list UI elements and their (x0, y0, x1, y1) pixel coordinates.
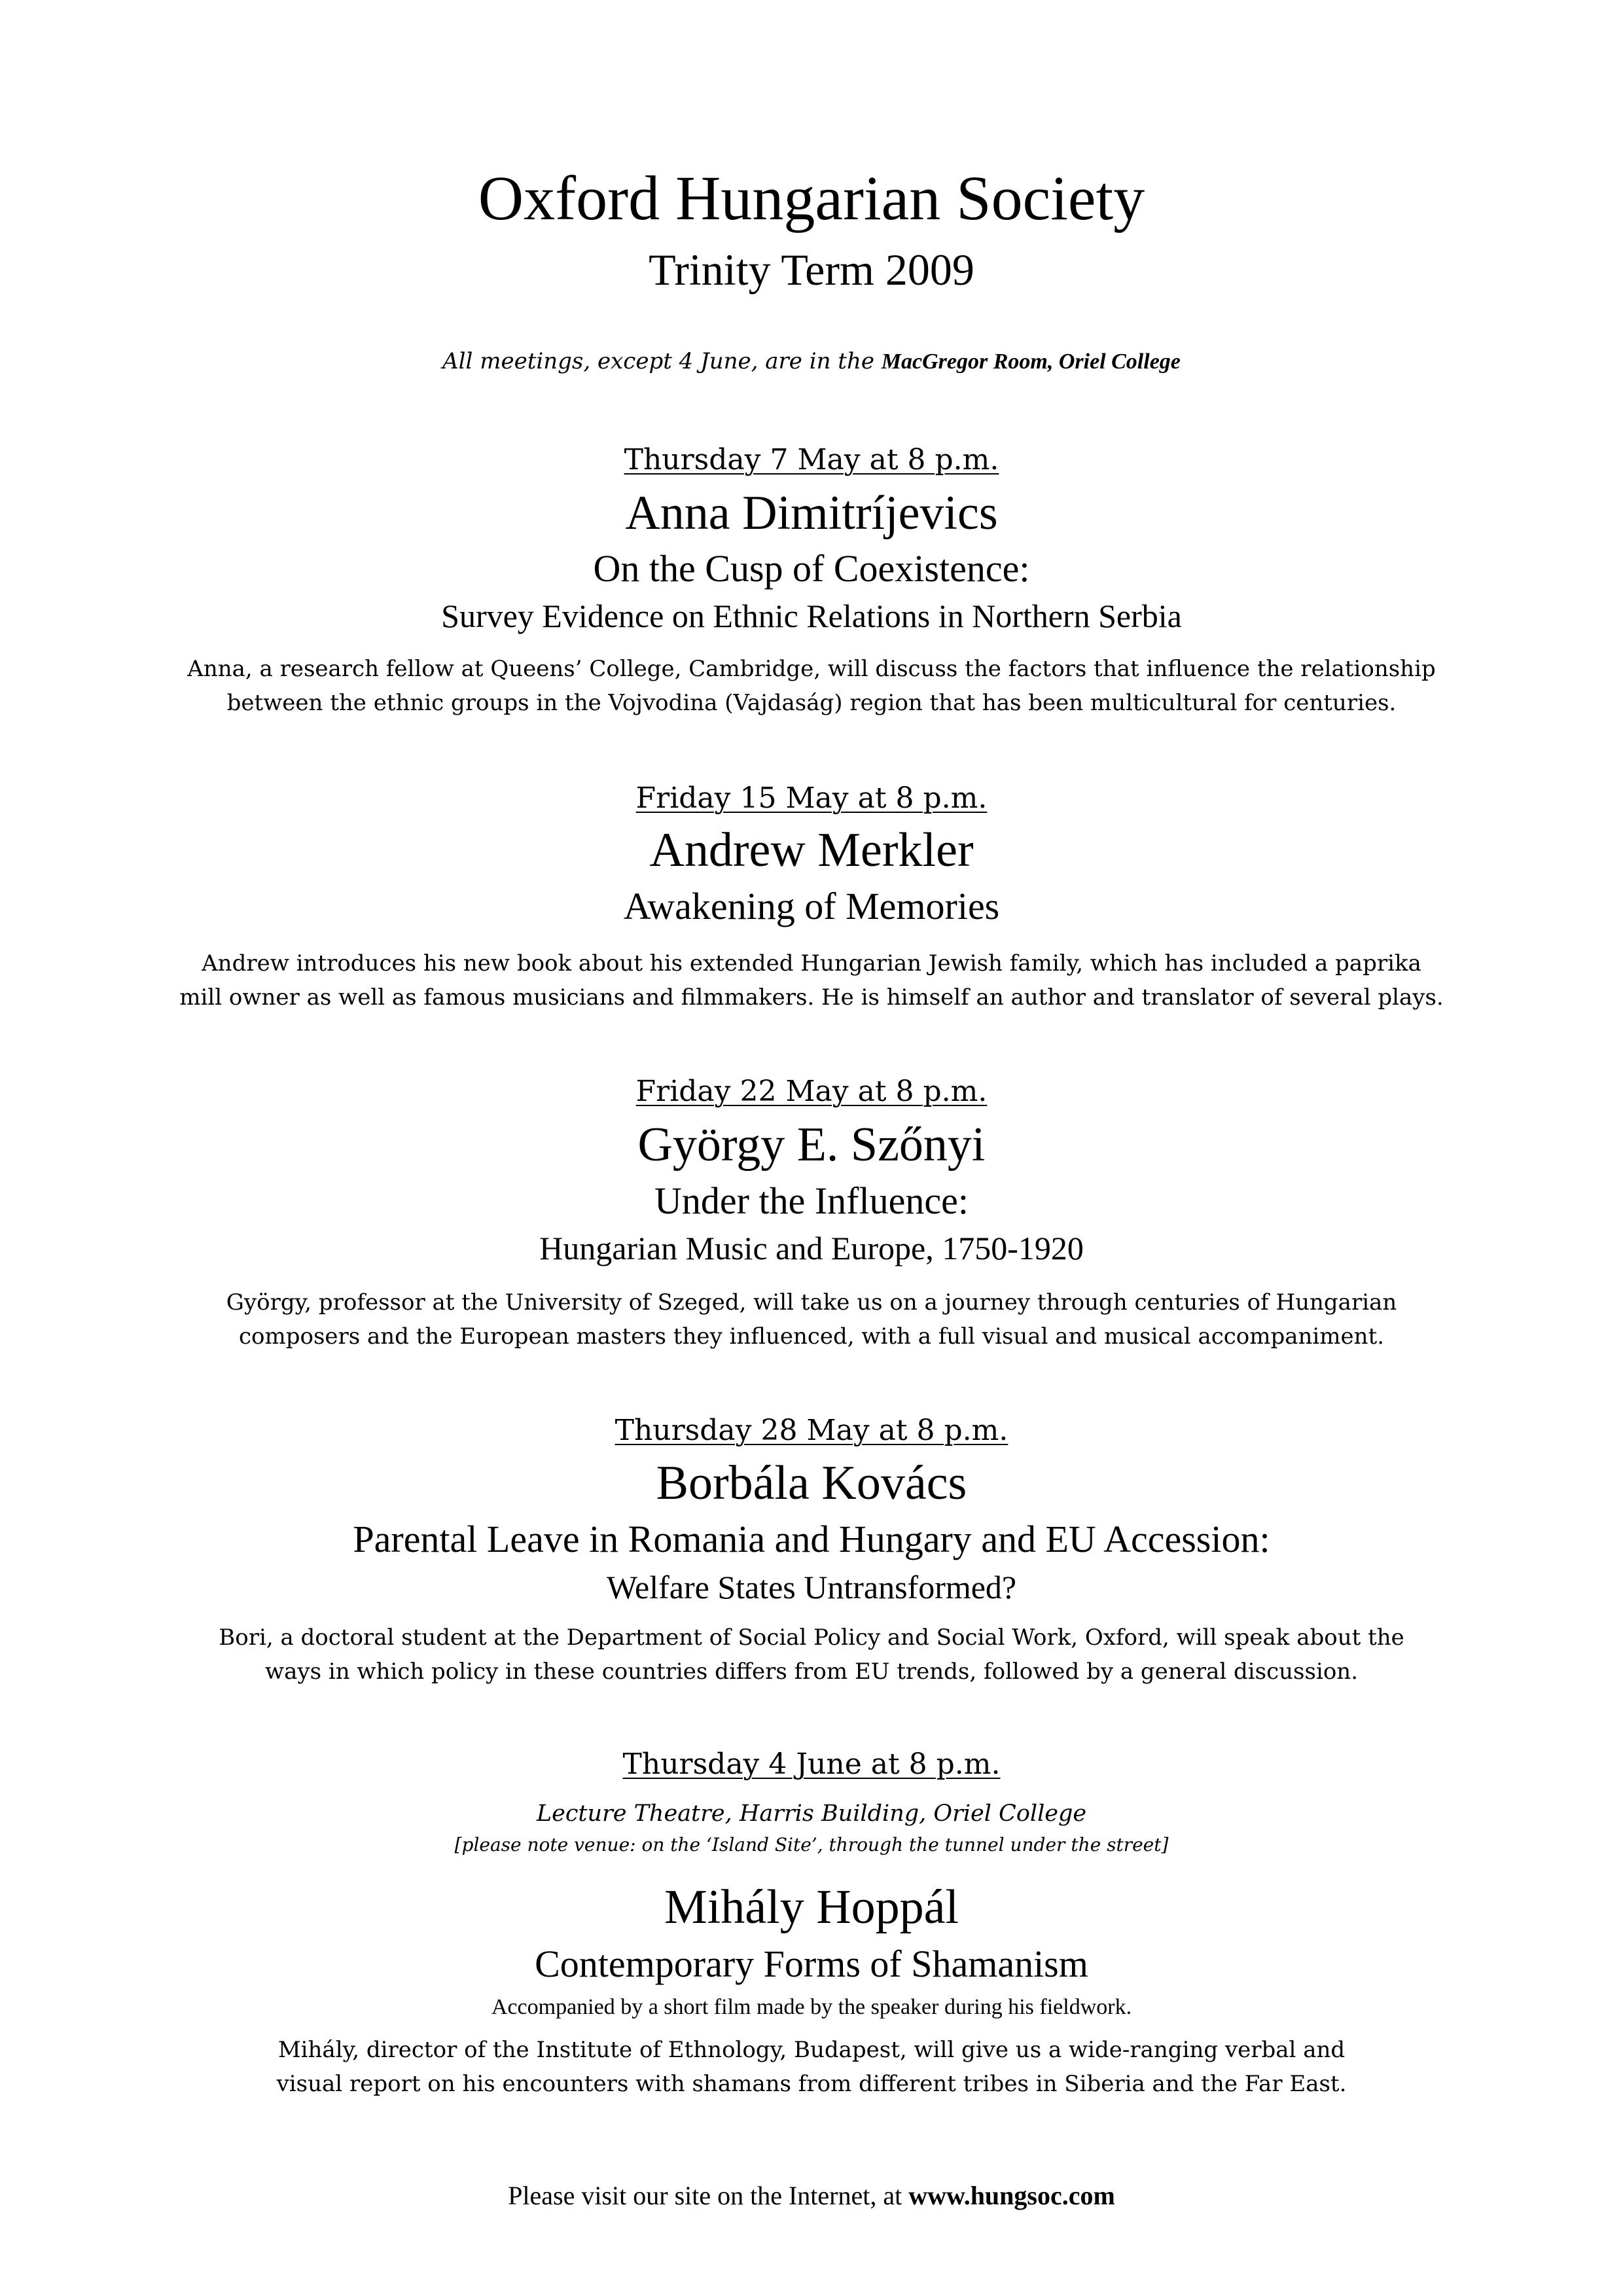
event-4-talk-subtitle: Welfare States Untransformed? (606, 1569, 1017, 1605)
event-2-date: Friday 15 May at 8 p.m. (635, 781, 988, 815)
event-2-speaker: Andrew Merkler (649, 823, 974, 877)
footer (157, 2179, 1466, 2212)
event-5-description (157, 2033, 1466, 2101)
venue-note-prefix: All meetings, except 4 June, are in the (442, 348, 882, 374)
description-line: visual report on his encounters with shamans from different tribes in Siberia and the Far East. (276, 2071, 1347, 2097)
footer-text: Please visit our site on the Internet, at (508, 2181, 909, 2210)
description-line: György, professor at the University of Szeged, will take us on a journey through centuries of Hungarian (226, 1289, 1397, 1316)
venue-note-room: MacGregor Room, Oriel College (881, 350, 1181, 374)
event-5-accompaniment: Accompanied by a short film made by the speaker during his fieldwork. (491, 1995, 1132, 2019)
venue-note (157, 347, 1466, 376)
website-link[interactable]: www.hungsoc.com (908, 2181, 1115, 2210)
description-line: Anna, a research fellow at Queens’ College, Cambridge, will discuss the factors that influence the relationship (187, 656, 1436, 682)
event-2-talk-title: Awakening of Memories (623, 885, 1000, 927)
description-line: Bori, a doctoral student at the Department of Social Policy and Social Work, Oxford, will speak about the (219, 1624, 1404, 1651)
event-3-description (157, 1285, 1466, 1354)
event-5-speaker: Mihály Hoppál (664, 1880, 959, 1934)
description-line: composers and the European masters they influenced, with a full visual and musical accompaniment. (238, 1323, 1385, 1350)
event-5-date: Thursday 4 June at 8 p.m. (622, 1748, 1001, 1781)
event-1-description (157, 652, 1466, 720)
event-1-talk-subtitle: Survey Evidence on Ethnic Relations in Northern Serbia (441, 598, 1182, 634)
event-3-talk-title: Under the Influence: (654, 1179, 969, 1222)
event-5-venue-note: [please note venue: on the ‘Island Site’, through the tunnel under the street] (454, 1834, 1169, 1856)
event-4-date: Thursday 28 May at 8 p.m. (615, 1414, 1008, 1447)
description-line: mill owner as well as famous musicians and filmmakers. He is himself an author and translator of several plays. (179, 984, 1444, 1011)
event-3-speaker: György E. Szőnyi (637, 1118, 986, 1172)
event-1-date: Thursday 7 May at 8 p.m. (624, 443, 999, 476)
event-1-speaker: Anna Dimitríjevics (625, 486, 998, 540)
description-line: between the ethnic groups in the Vojvodina (Vajdaság) region that has been multicultural for centuries. (226, 690, 1397, 716)
event-3-talk-subtitle: Hungarian Music and Europe, 1750-1920 (539, 1230, 1084, 1266)
event-2-description (157, 946, 1466, 1014)
description-line: Mihály, director of the Institute of Ethnology, Budapest, will give us a wide-ranging verbal and (277, 2037, 1346, 2063)
description-line: Andrew introduces his new book about his extended Hungarian Jewish family, which has included a paprika (202, 950, 1421, 977)
event-4-talk-title: Parental Leave in Romania and Hungary and EU Accession: (353, 1518, 1270, 1560)
event-5-talk-title: Contemporary Forms of Shamanism (535, 1943, 1088, 1985)
term-subtitle: Trinity Term 2009 (649, 245, 974, 295)
page-title: Oxford Hungarian Society (478, 163, 1145, 233)
event-3-date: Friday 22 May at 8 p.m. (635, 1075, 988, 1108)
description-line: ways in which policy in these countries differs from EU trends, followed by a general discussion. (264, 1659, 1359, 1685)
event-4-description (157, 1621, 1466, 1689)
event-4-speaker: Borbála Kovács (656, 1456, 967, 1510)
event-1-talk-title: On the Cusp of Coexistence: (593, 547, 1030, 590)
event-5-venue: Lecture Theatre, Harris Building, Oriel College (536, 1801, 1087, 1827)
